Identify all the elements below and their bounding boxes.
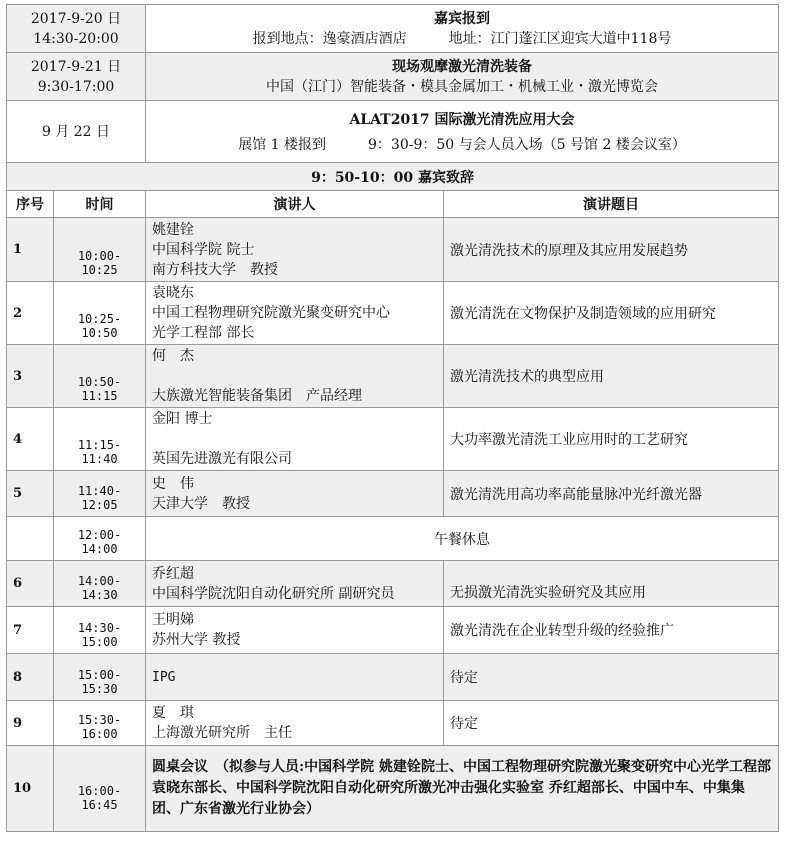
- row-time: 12:00-14:00: [54, 517, 146, 561]
- row-time: 11:40-12:05: [54, 471, 146, 517]
- row-time: 16:00-16:45: [54, 746, 146, 832]
- row-number: 5: [7, 471, 54, 517]
- header-topic: 演讲题目: [444, 191, 779, 218]
- speaker-line: 中国工程物理研究院激光聚变研究中心: [152, 305, 391, 321]
- row-number: 1: [7, 218, 54, 282]
- speaker-line: 大族激光智能装备集团 产品经理: [152, 388, 363, 404]
- table-row: [7, 561, 779, 607]
- row-topic: 激光清洗技术的典型应用: [444, 345, 779, 408]
- speaker-line: 史 伟: [152, 475, 195, 492]
- row-topic: 待定: [444, 701, 779, 746]
- top-detail-1: 报到地点：逸豪酒店酒店 地址：江门蓬江区迎宾大道中118号: [252, 30, 672, 47]
- row-time: 10:50-11:15: [54, 345, 146, 408]
- top-date-cell-2: [7, 53, 146, 101]
- speaker-line: [152, 366, 437, 386]
- speaker-line: [152, 429, 437, 449]
- row-number: 9: [7, 701, 54, 746]
- speaker-line: 中国科学院沈阳自动化研究所 副研究员: [152, 585, 395, 602]
- row-number: 7: [7, 607, 54, 654]
- top-info-cell-2: [146, 53, 779, 101]
- row-time: 14:00-14:30: [54, 561, 146, 607]
- speaker-line: 南方科技大学 教授: [152, 261, 279, 278]
- roundtable-text: 圆桌会议 （拟参与人员:中国科学院 姚建铨院士、中国工程物理研究院激光聚变研究中心光学工程部 袁晓东部长、中国科学院沈阳自动化研究所激光冲击强化实验室 乔红超部长、中国中车、中集集团、广东省激光行业协会）: [146, 746, 779, 832]
- table-row: [7, 218, 779, 282]
- row-number: 8: [7, 654, 54, 701]
- row-number: 3: [7, 345, 54, 408]
- speaker-line: 夏 琪: [152, 705, 195, 721]
- top-time-2: 9:30-17:00: [37, 78, 115, 95]
- row-time: 10:25-10:50: [54, 282, 146, 345]
- speaker-line: 乔红超: [152, 565, 195, 582]
- top-detail-3: 展馆 1 楼报到 9：30-9：50 与会人员入场（5 号馆 2 楼会议室）: [238, 136, 686, 153]
- row-topic: 激光清洗在企业转型升级的经验推广: [444, 607, 779, 654]
- speaker-line: 光学工程部 部长: [152, 325, 255, 341]
- speaker-line: 上海激光研究所 主任: [152, 725, 293, 741]
- top-title-3: ALAT2017 国际激光清洗应用大会: [349, 111, 575, 128]
- row-time: 15:00-15:30: [54, 654, 146, 701]
- table-row: [7, 345, 779, 408]
- top-date-cell-1: [7, 5, 146, 53]
- header-row: [7, 191, 779, 218]
- table-row: [7, 746, 779, 832]
- speaker-line: 英国先进激光有限公司: [152, 451, 293, 467]
- row-speaker: [146, 607, 444, 654]
- row-number: 6: [7, 561, 54, 607]
- top-title-2: 现场观摩激光清洗装备: [392, 58, 533, 75]
- row-number: 4: [7, 408, 54, 471]
- row-topic: 激光清洗用高功率高能量脉冲光纤激光器: [444, 471, 779, 517]
- row-topic: 待定: [444, 654, 779, 701]
- row-topic: 激光清洗在文物保护及制造领域的应用研究: [444, 282, 779, 345]
- table-row: [7, 471, 779, 517]
- top-title-1: 嘉宾报到: [434, 10, 491, 27]
- top-row-1: [7, 5, 779, 53]
- table-row: [7, 607, 779, 654]
- top-time-1: 14:30-20:00: [33, 30, 119, 47]
- header-no: 序号: [7, 191, 54, 218]
- top-row-3: [7, 101, 779, 163]
- speaker-line: 中国科学院 院士: [152, 241, 255, 258]
- table-row: [7, 701, 779, 746]
- speaker-line: 姚建铨: [152, 221, 195, 238]
- row-topic: 大功率激光清洗工业应用时的工艺研究: [444, 408, 779, 471]
- top-info-cell-3: [146, 101, 779, 163]
- speaker-line: 苏州大学 教授: [152, 632, 241, 648]
- row-time: 11:15-11:40: [54, 408, 146, 471]
- row-topic: 激光清洗技术的原理及其应用发展趋势: [444, 218, 779, 282]
- row-speaker: [146, 282, 444, 345]
- row-speaker: [146, 345, 444, 408]
- opening-title: 9：50-10：00 嘉宾致辞: [7, 163, 779, 191]
- speaker-line: 袁晓东: [152, 285, 195, 301]
- header-time: 时间: [54, 191, 146, 218]
- row-number: 2: [7, 282, 54, 345]
- row-speaker: [146, 561, 444, 607]
- top-date-cell-3: [7, 101, 146, 163]
- speaker-line: 天津大学 教授: [152, 495, 251, 512]
- table-row: [7, 282, 779, 345]
- top-date-3: 9 月 22 日: [41, 123, 111, 140]
- row-speaker: [146, 408, 444, 471]
- row-speaker: [146, 218, 444, 282]
- speaker-line: 王明娣: [152, 612, 195, 628]
- lunch-label: 午餐休息: [146, 517, 779, 561]
- row-speaker: IPG: [146, 654, 444, 701]
- top-info-cell-1: [146, 5, 779, 53]
- speaker-line: 金阳 博士: [152, 411, 213, 427]
- table-row: [7, 408, 779, 471]
- header-speaker: 演讲人: [146, 191, 444, 218]
- top-row-2: [7, 53, 779, 101]
- opening-row: [7, 163, 779, 191]
- row-time: 14:30-15:00: [54, 607, 146, 654]
- top-detail-2: 中国（江门）智能装备・模具金属加工・机械工业・激光博览会: [266, 78, 659, 95]
- row-topic: 无损激光清洗实验研究及其应用: [444, 561, 779, 607]
- lunch-row: [7, 517, 779, 561]
- row-time: 10:00-10:25: [54, 218, 146, 282]
- row-number: [7, 517, 54, 561]
- row-time: 15:30-16:00: [54, 701, 146, 746]
- table-row: [7, 654, 779, 701]
- agenda-table: [6, 4, 779, 832]
- speaker-line: 何 杰: [152, 348, 195, 364]
- top-date-1: 2017-9-20 日: [30, 10, 122, 27]
- row-speaker: [146, 701, 444, 746]
- row-speaker: [146, 471, 444, 517]
- row-number: 10: [7, 746, 54, 832]
- top-date-2: 2017-9-21 日: [30, 58, 122, 75]
